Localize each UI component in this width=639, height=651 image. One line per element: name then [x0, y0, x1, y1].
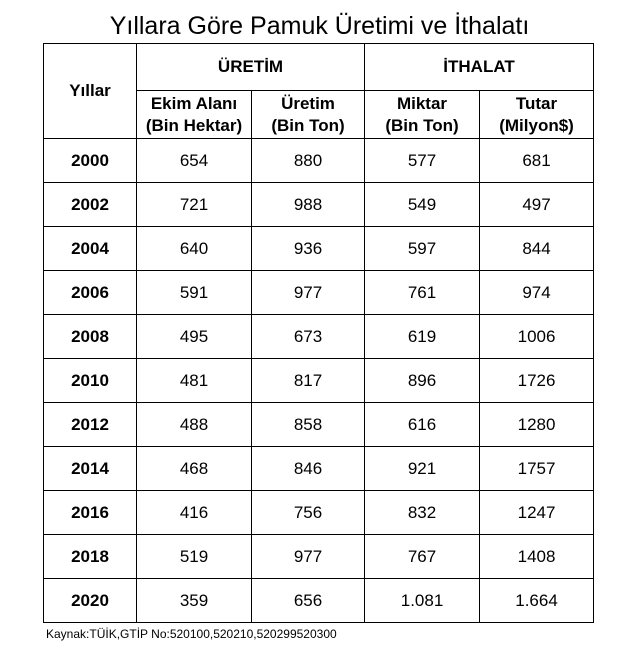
header-row-groups	[44, 44, 594, 91]
cell-production: 977	[252, 271, 365, 315]
cell-production: 858	[252, 403, 365, 447]
cell-amount: 1280	[480, 403, 594, 447]
header-amount-label: Tutar	[515, 93, 558, 113]
cell-production: 656	[252, 579, 365, 623]
cell-production: 977	[252, 535, 365, 579]
cell-year: 2010	[44, 359, 137, 403]
cell-year: 2000	[44, 139, 137, 183]
cell-area: 654	[137, 139, 252, 183]
table-row	[44, 315, 594, 359]
cell-production: 846	[252, 447, 365, 491]
cell-quantity: 832	[365, 491, 480, 535]
cell-area: 468	[137, 447, 252, 491]
cell-quantity: 761	[365, 271, 480, 315]
cell-year: 2020	[44, 579, 137, 623]
cell-quantity: 896	[365, 359, 480, 403]
header-production-label: Üretim	[281, 93, 335, 113]
cell-area: 591	[137, 271, 252, 315]
header-cultivated-area-unit: (Bin Hektar)	[145, 115, 243, 135]
header-production-unit: (Bin Ton)	[271, 115, 345, 135]
cell-amount: 1247	[480, 491, 594, 535]
cell-amount: 1408	[480, 535, 594, 579]
cell-area: 359	[137, 579, 252, 623]
cell-production: 673	[252, 315, 365, 359]
header-production-group: ÜRETİM	[137, 44, 365, 91]
header-quantity-label: Miktar	[396, 93, 448, 113]
cell-amount: 1757	[480, 447, 594, 491]
table-row	[44, 139, 594, 183]
table-row	[44, 579, 594, 623]
cell-year: 2002	[44, 183, 137, 227]
header-cultivated-area	[137, 91, 252, 139]
cell-amount: 1.664	[480, 579, 594, 623]
table-row	[44, 491, 594, 535]
header-quantity	[365, 91, 480, 139]
table-row	[44, 403, 594, 447]
cell-production: 756	[252, 491, 365, 535]
cell-production: 880	[252, 139, 365, 183]
cell-amount: 1006	[480, 315, 594, 359]
table-row	[44, 271, 594, 315]
cell-year: 2018	[44, 535, 137, 579]
cell-year: 2004	[44, 227, 137, 271]
table-row	[44, 227, 594, 271]
cell-year: 2012	[44, 403, 137, 447]
cell-quantity: 549	[365, 183, 480, 227]
source-note: Kaynak:TÜİK,GTİP No:520100,520210,520299520300	[46, 627, 337, 641]
page-title: Yıllara Göre Pamuk Üretimi ve İthalatı	[109, 12, 530, 40]
header-quantity-unit: (Bin Ton)	[385, 115, 459, 135]
cell-area: 519	[137, 535, 252, 579]
cell-quantity: 921	[365, 447, 480, 491]
header-amount-unit: (Milyon$)	[499, 115, 574, 135]
cell-production: 817	[252, 359, 365, 403]
header-cultivated-area-label: Ekim Alanı	[150, 93, 238, 113]
cell-amount: 974	[480, 271, 594, 315]
cell-amount: 681	[480, 139, 594, 183]
table-row	[44, 183, 594, 227]
cell-production: 988	[252, 183, 365, 227]
header-production	[252, 91, 365, 139]
cell-amount: 1726	[480, 359, 594, 403]
cell-quantity: 616	[365, 403, 480, 447]
cell-area: 640	[137, 227, 252, 271]
cell-area: 488	[137, 403, 252, 447]
cell-amount: 844	[480, 227, 594, 271]
cell-amount: 497	[480, 183, 594, 227]
cell-area: 721	[137, 183, 252, 227]
cell-year: 2014	[44, 447, 137, 491]
cell-year: 2016	[44, 491, 137, 535]
cell-area: 495	[137, 315, 252, 359]
cell-quantity: 619	[365, 315, 480, 359]
cotton-table	[43, 43, 594, 623]
cell-quantity: 1.081	[365, 579, 480, 623]
cell-year: 2006	[44, 271, 137, 315]
header-year: Yıllar	[44, 44, 137, 139]
cell-quantity: 767	[365, 535, 480, 579]
header-amount	[480, 91, 594, 139]
cell-quantity: 597	[365, 227, 480, 271]
cell-quantity: 577	[365, 139, 480, 183]
header-import-group: İTHALAT	[365, 44, 594, 91]
cell-production: 936	[252, 227, 365, 271]
table-row	[44, 535, 594, 579]
cell-area: 416	[137, 491, 252, 535]
table-row	[44, 447, 594, 491]
cell-year: 2008	[44, 315, 137, 359]
table-row	[44, 359, 594, 403]
cell-area: 481	[137, 359, 252, 403]
